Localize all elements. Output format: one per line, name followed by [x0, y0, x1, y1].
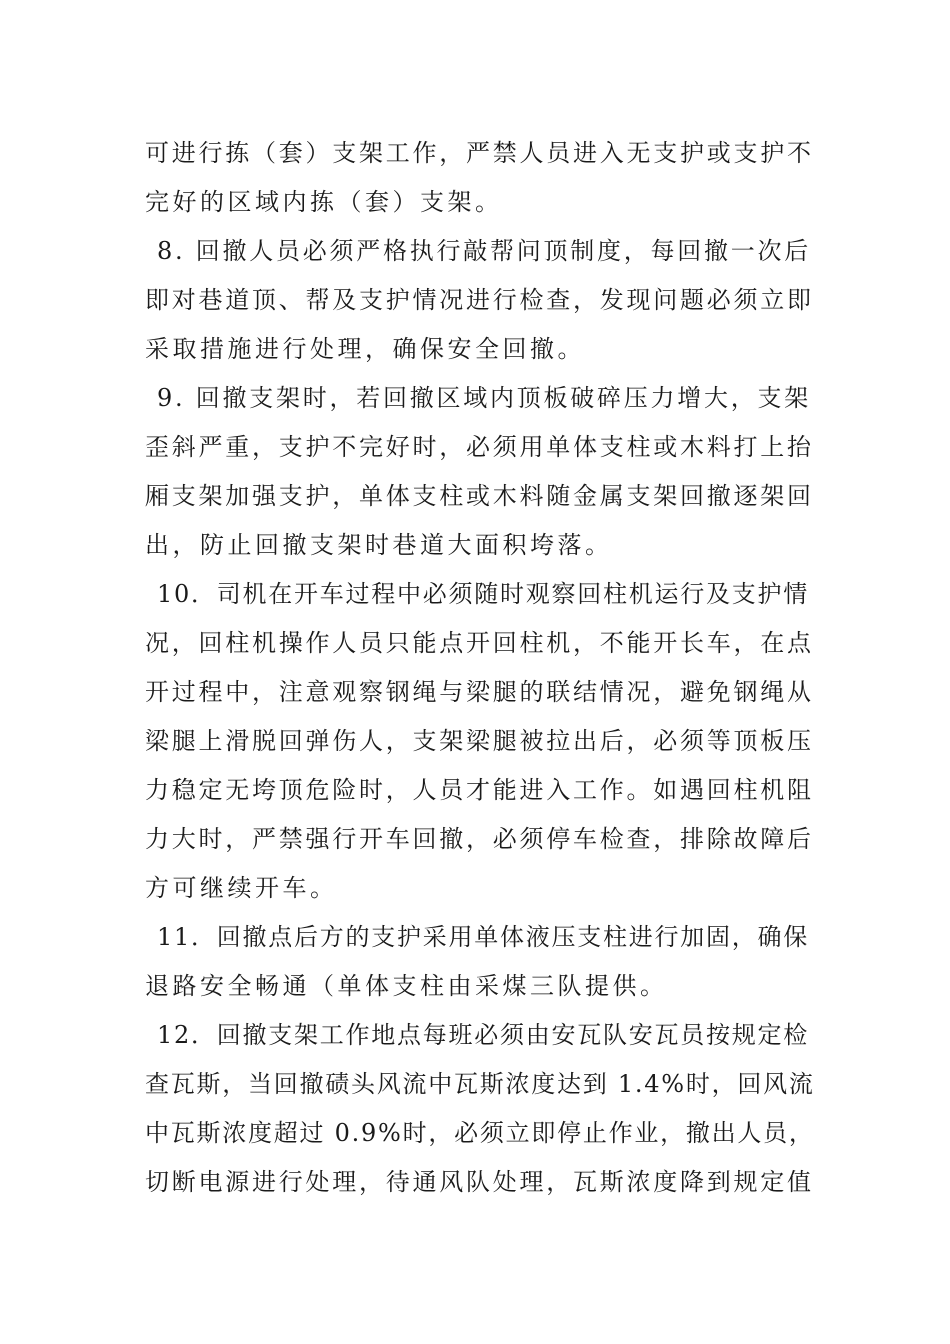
text-line: 力大时，严禁强行开车回撤，必须停车检查，排除故障后 [145, 825, 814, 853]
text-line: 可进行拣（套）支架工作，严禁人员进入无支护或支护不 [145, 139, 814, 167]
text-line: 即对巷道顶、帮及支护情况进行检查，发现问题必须立即 [145, 286, 814, 314]
text-line: 查瓦斯，当回撤碛头风流中瓦斯浓度达到 1.4%时，回风流 [145, 1070, 815, 1098]
text-line: 厢支架加强支护，单体支柱或木料随金属支架回撤逐架回 [145, 482, 814, 510]
text-line: 歪斜严重，支护不完好时，必须用单体支柱或木料打上抬 [145, 433, 814, 461]
text-line: 力稳定无垮顶危险时，人员才能进入工作。如遇回柱机阻 [145, 776, 814, 804]
text-line-item-8: 8. 回撤人员必须严格执行敲帮问顶制度，每回撤一次后 [157, 237, 812, 265]
text-line: 梁腿上滑脱回弹伤人，支架梁腿被拉出后，必须等顶板压 [145, 727, 814, 755]
body-text [145, 129, 815, 1207]
text-line: 采取措施进行处理，确保安全回撤。 [145, 335, 585, 363]
text-line-item-10: 10．司机在开车过程中必须随时观察回柱机运行及支护情 [157, 580, 810, 608]
text-line: 切断电源进行处理，待通风队处理，瓦斯浓度降到规定值 [145, 1168, 814, 1196]
text-line: 退路安全畅通（单体支柱由采煤三队提供。 [145, 972, 668, 1000]
text-line-item-11: 11．回撤点后方的支护采用单体液压支柱进行加固，确保 [157, 923, 810, 951]
text-line: 中瓦斯浓度超过 0.9%时，必须立即停止作业，撤出人员， [145, 1119, 815, 1147]
text-line: 况，回柱机操作人员只能点开回柱机，不能开长车，在点 [145, 629, 814, 657]
text-line-item-12: 12．回撤支架工作地点每班必须由安瓦队安瓦员按规定检 [157, 1021, 810, 1049]
text-line-item-9: 9. 回撤支架时，若回撤区域内顶板破碎压力增大，支架 [157, 384, 812, 412]
text-line: 开过程中，注意观察钢绳与梁腿的联结情况，避免钢绳从 [145, 678, 814, 706]
text-line: 出，防止回撤支架时巷道大面积垮落。 [145, 531, 613, 559]
text-line: 方可继续开车。 [145, 874, 338, 902]
text-line: 完好的区域内拣（套）支架。 [145, 188, 503, 216]
